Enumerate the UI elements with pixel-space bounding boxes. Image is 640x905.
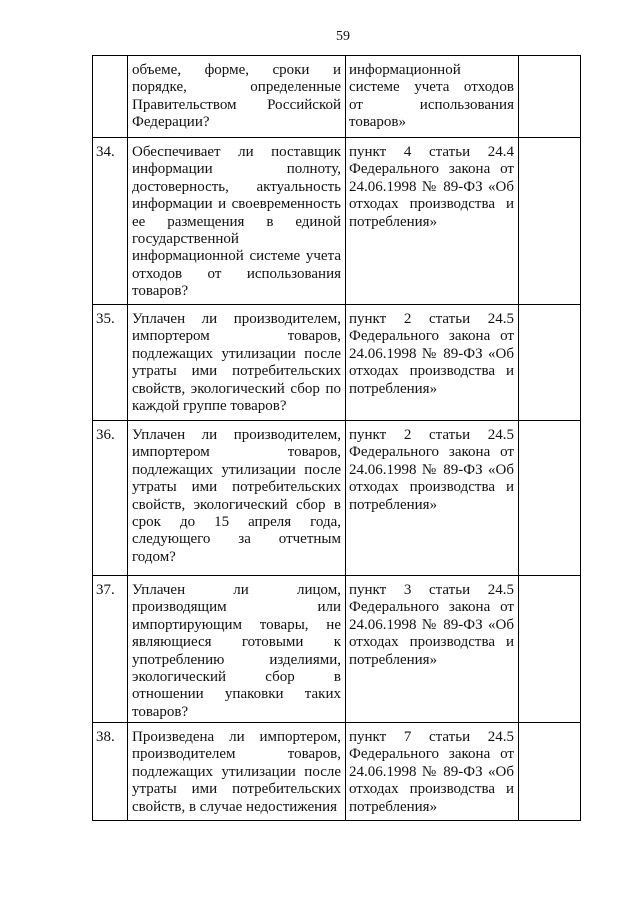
checklist-table-body — [93, 56, 581, 821]
row-number: 38. — [96, 729, 115, 745]
row-number-cell — [93, 421, 128, 576]
question-line: годом? — [132, 548, 176, 565]
question-line: производителем товаров, — [132, 746, 341, 763]
question-line: употреблению изделиями, — [132, 651, 341, 668]
question-line: порядке, определенные — [132, 79, 341, 96]
legal-reference-line: Федерального закона от — [349, 161, 514, 178]
question-line: Федерации? — [132, 114, 210, 131]
question-line: товаров? — [132, 703, 189, 720]
question-cell — [128, 305, 346, 421]
question-line: подлежащих утилизации после — [132, 345, 341, 362]
legal-reference-line: пункт 2 статьи 24.5 — [349, 311, 514, 327]
question-line: Произведена ли импортером, — [132, 729, 341, 745]
checklist-row — [93, 138, 581, 305]
legal-reference-line: отходах производства и — [349, 196, 514, 213]
question-line: импортирующим товары, не — [132, 616, 341, 633]
legal-reference-line: отходах производства и — [349, 363, 514, 380]
question-line: государственной — [132, 231, 239, 248]
question-line: производящим или — [132, 599, 341, 616]
legal-reference-cell — [346, 138, 519, 305]
question-line: отношении упаковки таких — [132, 686, 341, 703]
question-line: подлежащих утилизации после — [132, 763, 341, 780]
answer-cell — [519, 723, 581, 821]
question-line: ее размещения в единой — [132, 213, 341, 230]
question-line: информационной системе учета — [132, 248, 341, 265]
legal-reference-line: 24.06.1998 № 89-ФЗ «Об — [349, 763, 514, 780]
legal-reference-line: потребления» — [349, 798, 438, 815]
question-line: свойств, экологический сбор в — [132, 496, 341, 513]
checklist-table — [92, 55, 581, 821]
legal-reference-line: Федерального закона от — [349, 746, 514, 763]
row-number: 36. — [96, 427, 115, 443]
legal-reference-line: товаров» — [349, 114, 406, 131]
legal-reference-line: 24.06.1998 № 89-ФЗ «Об — [349, 461, 514, 478]
legal-reference-line: системе учета отходов — [349, 79, 514, 96]
legal-reference-line: Федерального закона от — [349, 444, 514, 461]
question-cell — [128, 138, 346, 305]
legal-reference-cell — [346, 576, 519, 723]
row-number-cell — [93, 56, 128, 138]
legal-reference-line: отходах производства и — [349, 479, 514, 496]
legal-reference-cell — [346, 305, 519, 421]
row-number-cell — [93, 576, 128, 723]
legal-reference-line: пункт 2 статьи 24.5 — [349, 427, 514, 443]
question-line: экологический сбор в — [132, 669, 341, 686]
question-cell — [128, 723, 346, 821]
question-line: Обеспечивает ли поставщик — [132, 144, 341, 160]
question-line: достоверность, актуальность — [132, 178, 341, 195]
checklist-row — [93, 56, 581, 138]
question-line: импортером товаров, — [132, 444, 341, 461]
question-cell — [128, 576, 346, 723]
legal-reference-line: 24.06.1998 № 89-ФЗ «Об — [349, 616, 514, 633]
legal-reference-line: 24.06.1998 № 89-ФЗ «Об — [349, 178, 514, 195]
legal-reference-line: пункт 4 статьи 24.4 — [349, 144, 514, 160]
legal-reference-cell — [346, 56, 519, 138]
answer-cell — [519, 56, 581, 138]
question-line: Уплачен ли производителем, — [132, 427, 341, 443]
row-number: 35. — [96, 311, 115, 327]
legal-reference-line: от использования — [349, 96, 514, 113]
row-number: 37. — [96, 582, 115, 598]
legal-reference-cell — [346, 723, 519, 821]
answer-cell — [519, 305, 581, 421]
legal-reference-line: 24.06.1998 № 89-ФЗ «Об — [349, 345, 514, 362]
question-line: информации полноту, — [132, 161, 341, 178]
question-line: информации и своевременность — [132, 196, 341, 213]
question-line: товаров? — [132, 283, 189, 300]
checklist-row — [93, 723, 581, 821]
question-line: подлежащих утилизации после — [132, 461, 341, 478]
legal-reference-line: отходах производства и — [349, 781, 514, 798]
legal-reference-line: потребления» — [349, 496, 438, 513]
question-line: свойств, в случае недостижения — [132, 798, 338, 815]
question-line: импортером товаров, — [132, 328, 341, 345]
question-line: свойств, экологический сбор по — [132, 380, 341, 397]
question-line: Уплачен ли лицом, — [132, 582, 341, 598]
legal-reference-line: потребления» — [349, 651, 438, 668]
checklist-row — [93, 576, 581, 723]
row-number: 34. — [96, 144, 115, 160]
question-cell — [128, 421, 346, 576]
question-line: утраты ими потребительских — [132, 781, 341, 798]
legal-reference-line: пункт 3 статьи 24.5 — [349, 582, 514, 598]
page-number: 59 — [336, 29, 350, 44]
question-line: Правительством Российской — [132, 96, 341, 113]
legal-reference-line: потребления» — [349, 380, 438, 397]
question-line: срок до 15 апреля года, — [132, 514, 341, 531]
checklist-row — [93, 421, 581, 576]
row-number-cell — [93, 723, 128, 821]
legal-reference-line: Федерального закона от — [349, 328, 514, 345]
question-line: каждой группе товаров? — [132, 398, 287, 415]
legal-reference-cell — [346, 421, 519, 576]
checklist-row — [93, 305, 581, 421]
question-cell — [128, 56, 346, 138]
answer-cell — [519, 421, 581, 576]
answer-cell — [519, 138, 581, 305]
legal-reference-line: отходах производства и — [349, 634, 514, 651]
answer-cell — [519, 576, 581, 723]
legal-reference-line: пункт 7 статьи 24.5 — [349, 729, 514, 745]
question-line: утраты ими потребительских — [132, 363, 341, 380]
legal-reference-line: информационной — [349, 62, 461, 78]
row-number-cell — [93, 138, 128, 305]
question-line: Уплачен ли производителем, — [132, 311, 341, 327]
legal-reference-line: потребления» — [349, 213, 438, 230]
question-line: объеме, форме, сроки и — [132, 62, 341, 78]
legal-reference-line: Федерального закона от — [349, 599, 514, 616]
question-line: являющиеся готовыми к — [132, 634, 341, 651]
question-line: утраты ими потребительских — [132, 479, 341, 496]
row-number-cell — [93, 305, 128, 421]
question-line: отходов от использования — [132, 265, 341, 282]
question-line: следующего за отчетным — [132, 531, 341, 548]
